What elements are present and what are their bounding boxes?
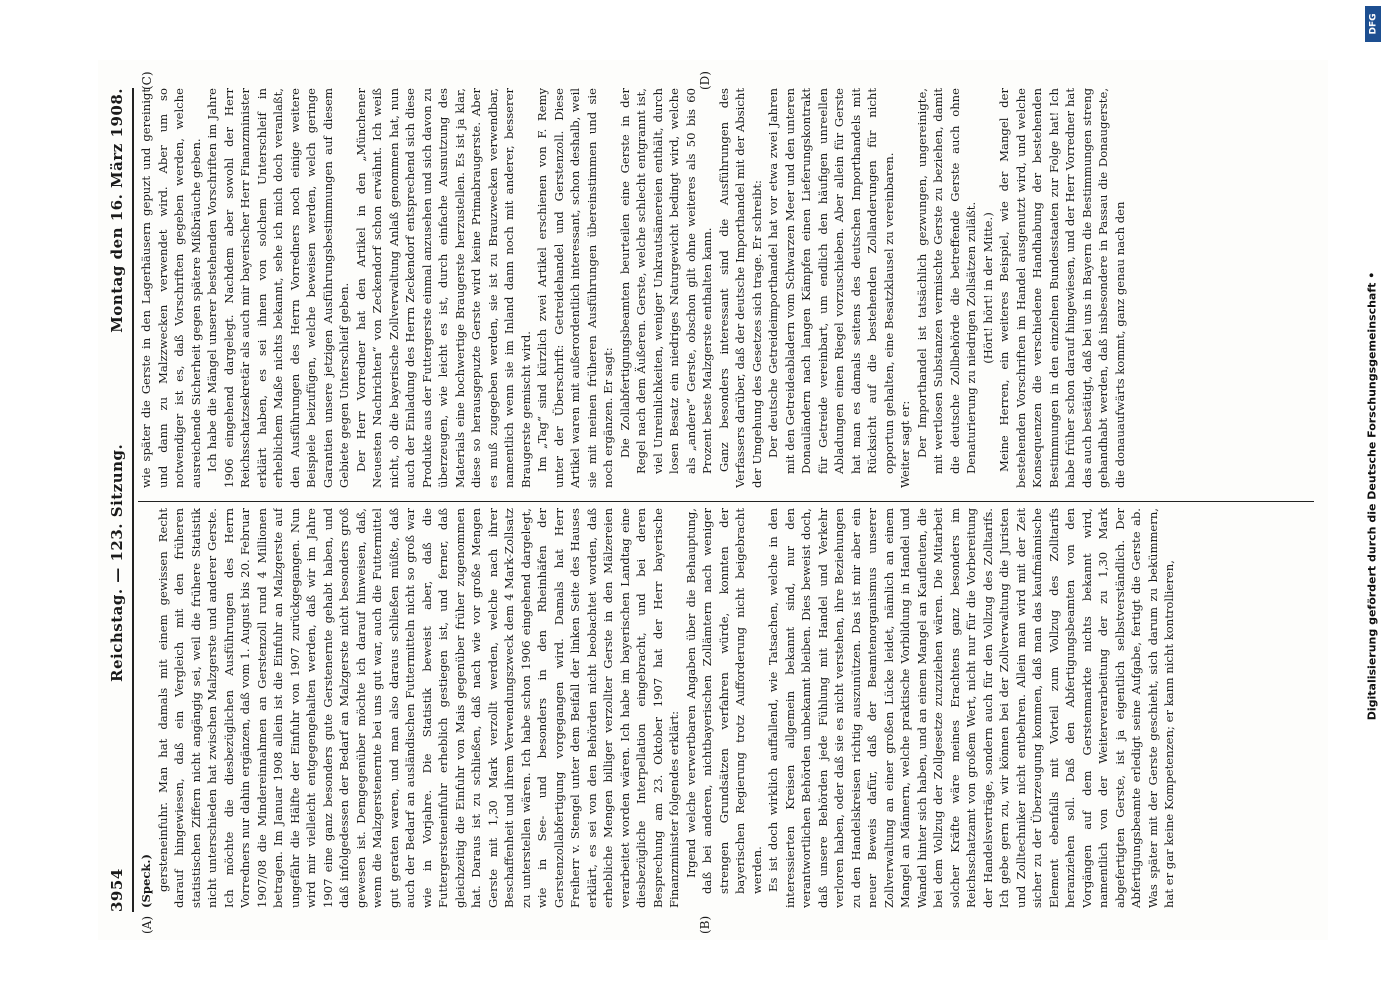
paragraph: Meine Herren, ein weiteres Beispiel, wie der Mangel der bestehenden Vorschriften im Handel ausgenutzt wird, und welche Konsequenzen die verschiedene Handhabung der bestehenden Bestimmungen in den einzelnen Bundesstaaten zur Folge hat! Ich habe früher schon darauf hingewiesen, und der Herr Vorredner hat das auch bestätigt, daß bei uns in Bayern die Bestimmungen streng gehandhabt werden, daß insbesondere in Passau die Donaugerste, die donauaufwärts kommt, ganz genau nach den bbox=[997, 88, 1127, 488]
dfg-logo: DFG bbox=[1365, 6, 1381, 42]
funding-note: Digitalisierung gefördert durch die Deutsche Forschungsgemeinschaft • bbox=[1365, 271, 1379, 721]
paragraph: Im „Tag“ sind kürzlich zwei Artikel erschienen von F. Remy unter der Überschrift: Getreidehandel und Gerstenzoll. Diese Artikel waren mit außerordentlich interessant, schon deshalb, weil sie mit meinen früheren Ausführungen übereinstimmen und sie noch ergänzen. Er sagt: bbox=[535, 88, 615, 488]
quoted-passage: Irgend welche verwertbaren Angaben über die Behauptung, daß bei anderen, nichtbayerischen Zollämtern nach weniger strengen Grundsätzen verfahren würde, konnten der bayerischen Regierung trotz Aufforderung nicht beigebracht werden. bbox=[683, 508, 764, 894]
right-column bbox=[138, 88, 1318, 488]
paragraph: Es ist doch wirklich auffallend, wie Tatsachen, welche in den interessierten Kreisen allgemein bekannt sind, nur den verantwortlichen Behörden unbekannt bleiben. Dies beweist doch, daß unsere Behörden jede Fühlung mit Handel und Verkehr verloren haben, oder daß sie es nicht verstehen, ihre Beziehungen zu den Handelskreisen richtig auszunützen. Das ist mir aber ein neuer Beweis dafür, daß der Beamtenorganismus unserer Zollverwaltung an einer großen Lücke leidet, nämlich an einem Mangel an Männern, welche praktische Vorbildung in Handel und Wandel hinter sich haben, und an einem Mangel an Kaufleuten, die bei dem Vollzug der Zollgesetze zuzuziehen wären. Die Mitarbeit solcher Kräfte wäre meines Erachtens ganz besonders im Reichsschatzamt von großem Wert, nicht nur für die Vorbereitung der Handelsverträge, sondern auch für den Vollzug des Zolltarifs. Ich gebe gern zu, wir können bei der Zollverwaltung die Juristen und Zolltechniker nicht entbehren. Allein man wird mit der Zeit sicher zu der Überzeugung kommen, daß man das kaufmännische Element ebenfalls mit Vorteil zum Vollzug des Zolltarifs heranziehen soll. Daß den Abfertigungsbeamten von den Vorgängen auf dem Gerstenmarkte nichts bekannt wird, namentlich von der Weiterverarbeitung der zu 1,30 Mark abgefertigten Gerste, ist ja eigentlich selbstverständlich. Der Abfertigungsbeamte erledigt seine Aufgabe, fertigt die Gerste ab. Was später mit der Gerste geschieht, sich darum zu bekümmern, hat er gar keine Kompetenzen; er kann nicht kontrollieren, bbox=[766, 508, 1176, 908]
document-page bbox=[98, 60, 1328, 940]
header-rule bbox=[132, 88, 134, 912]
margin-mark-d: (D) bbox=[698, 71, 712, 90]
paragraph: Ganz besonders interessant sind die Ausführungen des Verfassers darüber, daß der deutsche Importhandel mit der Absicht der Umgehung des Gesetzes sich trage. Er schreibt: bbox=[716, 88, 764, 488]
paragraph: Weiter sagt er: bbox=[898, 400, 912, 488]
digitization-footer bbox=[1362, 6, 1382, 986]
quoted-passage: Der Importhandel ist tatsächlich gezwungen, ungereinigte, mit wertlosen Substanzen vermischte Gerste zu beziehen, damit die deutsche Zollbehörde die betreffende Gerste auch ohne Denaturierung zu niedrigen Zollsätzen zuläßt. bbox=[914, 88, 978, 474]
margin-mark-b: (B) bbox=[698, 915, 712, 934]
paragraph: gersteneinfuhr. Man hat damals mit einem gewissen Recht darauf hingewiesen, daß ein Vergleich mit den früheren statistischen Ziffern nicht angängig sei, weil die frühere Statistik nicht unterschieden hat zwischen Malzgerste und anderer Gerste. Ich möchte die diesbezüglichen Ausführungen des Herrn Vorredners nur dahin ergänzen, daß vom 1. August bis 20. Februar 1907/08 die Mindereinnahmen an Gerstenzoll rund 4 Millionen betragen. Im Januar 1908 allein ist die Einfuhr an Malzgerste auf ungefähr die Hälfte der Einfuhr von 1907 zurückgegangen. Nun wird mir vielleicht entgegengehalten werden, daß wir im Jahre 1907 eine ganz besonders gute Gerstenernte gehabt haben, und daß infolgedessen der Bedarf an Malzgerste nicht besonders groß gewesen ist. Demgegenüber möchte ich darauf hinweisen, daß, wenn die Malzgerstenernte bei uns gut war, auch die Futtermittel gut geraten waren, und man also daraus schließen müßte, daß auch der Bedarf an ausländischen Futtermitteln nicht so groß war wie in Vorjahre. Die Statistik beweist aber, daß die Futtergersteneinfuhr erheblich gestiegen ist, und ferner, daß gleichzeitig die Einfuhr von Mais gegenüber früher zugenommen hat. Daraus ist zu schließen, daß nach wie vor große Mengen Gerste mit 1,30 Mark verzollt werden, welche nach ihrer Beschaffenheit und ihrem Verwendungszweck dem 4 Mark-Zollsatz zu unterstellen wären. Ich habe schon 1906 eingehend dargelegt, wie in See- und besonders in den Rheinhäfen der Gerstenzollabfertigung vorgegangen wird. Damals hat Herr Freiherr v. Stengel unter dem Beifall der linken Seite des Hauses erklärt, es sei von den Behörden nicht beobachtet worden, daß erhebliche Mengen billiger verzollter Gerste in den Mälzereien verarbeitet worden wären. Ich habe im bayerischen Landtag eine diesbezügliche Interpellation eingebracht, und bei deren Besprechung am 23. Oktober 1907 hat der Herr bayerische Finanzminister folgendes erklärt: bbox=[155, 508, 681, 908]
session-title: Reichstag. — 123. Sitzung. bbox=[108, 443, 126, 682]
speaker-label: (Speck.) bbox=[139, 854, 153, 908]
quoted-passage: Die Zollabfertigungsbeamten beurteilen eine Gerste in der Regel nach dem Äußeren. Gerste, welche schlecht entgrannt ist, viel Unreinlichkeiten, weniger Unkrautsämereien enthält, durch losen Besatz ein niedriges Naturgewicht bedingt wird, welche als „andere“ Gerste, obschon gilt ohne weiteres als 50 bis 60 Prozent beste Malzgerste enthalten kann. bbox=[617, 88, 714, 474]
paragraph: Ich habe die Mängel unserer bestehenden Vorschriften im Jahre 1906 eingehend dargelegt. Nachdem aber sowohl der Herr Reichsschatzsekretär als auch mir bayerischer Herr Finanzminister erklärt haben, es sei ihnen von solchem Unterschleif in erheblichem Maße nichts bekannt, sehe ich mich doch veranlaßt, den Ausführungen des Herrn Vorredners noch einige weitere Beispiele beizufügen, welche beweisen werden, welch geringe Garantien unsere jetzigen Ausführungsbestimmungen auf diesem Gebiete gegen Unterschleif geben. bbox=[205, 88, 351, 488]
margin-mark-a: (A) bbox=[140, 915, 154, 934]
left-column bbox=[138, 508, 1318, 908]
session-date: Montag den 16. März 1908. bbox=[108, 88, 126, 333]
page-header bbox=[106, 88, 132, 912]
margin-mark-c: (C) bbox=[140, 71, 154, 90]
column-divider bbox=[138, 501, 1314, 502]
paragraph: wie später die Gerste in den Lagerhäusern gepuzt und gereinigt und dann zu Malzzwecken verwendet wird. Aber um so notwendiger ist es, daß Vorschriften gegeben werden, welche ausreichende Sicherheit gegen spätere Mißbräuche geben. bbox=[139, 88, 203, 488]
page-number: 3954 bbox=[108, 868, 126, 912]
quoted-passage: Der deutsche Getreideimporthandel hat vor etwa zwei Jahren mit den Getreideabladern vom Schwarzen Meer und den unteren Donauländern nach langen Kämpfen einen Lieferungskontrakt für Getreide vereinbart, um endlich den häufigen unreellen Abladungen einen Riegel vorzuschieben. Aber allein für Gerste hat man es damals seitens des deutschen Importhandels mit Rücksicht auf die bestehenden Zollanderungen für nicht opportun gehalten, eine Besatzklausel zu vereinbaren. bbox=[766, 88, 896, 474]
paragraph: Der Herr Vorredner hat den Artikel in den „Münchener Neuesten Nachrichten“ von Zeckendorf schon erwähnt. Ich weiß nicht, ob die bayerische Zollverwaltung Anlaß genommen hat, nun auch der Einladung des Herrn Zeckendorf entsprechend sich diese Produkte aus der Futtergerste einmal anzusehen und sich davon zu überzeugen, wie leicht es ist, durch einfache Ausnutzung des Materials eine hochwertige Braugerste herzustellen. Es ist ja klar, diese so herausgepuzte Gerste wird keine Primabraugerste. Aber es muß zugegeben werden, sie ist zu Brauzwecken verwendbar, namentlich wenn sie im Inland dann noch mit anderer, besserer Braugerste gemischt wird. bbox=[353, 88, 533, 488]
interjection: (Hört! hört! in der Mitte.) bbox=[980, 212, 995, 364]
